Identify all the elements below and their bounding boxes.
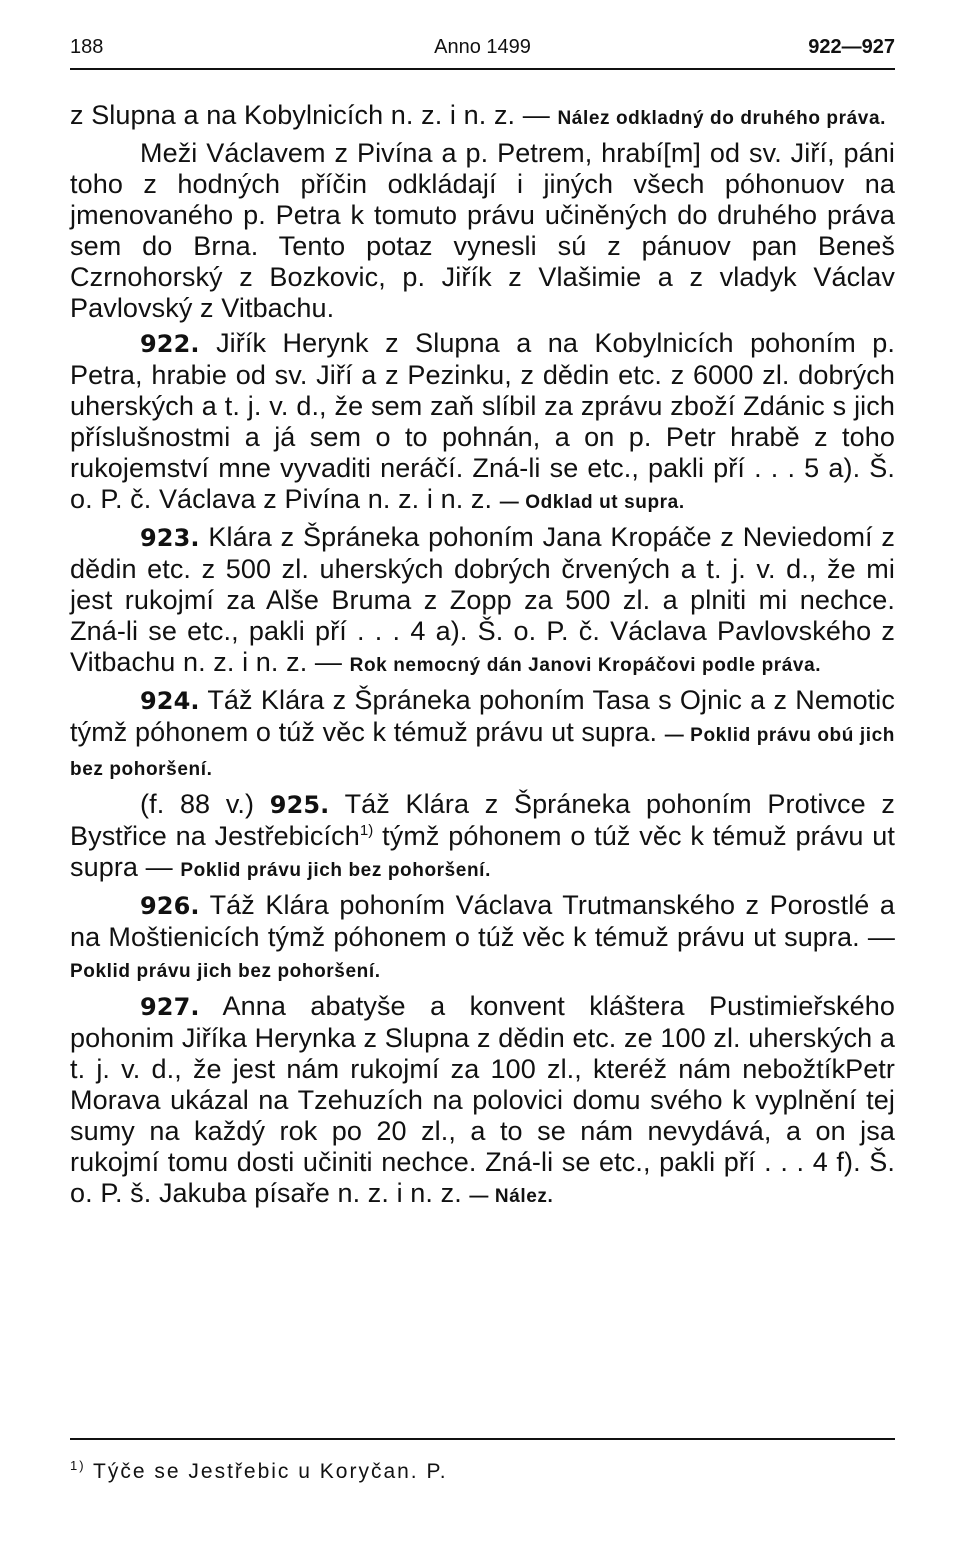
entry-number: 922. <box>140 330 200 358</box>
folio-reference: (f. 88 v.) <box>140 789 255 819</box>
entry-926 <box>70 890 895 987</box>
footnote <box>70 1460 448 1484</box>
ruling-note: — Poklid právu obú jich bez pohoršení. <box>70 725 895 780</box>
header-title: Anno 1499 <box>434 36 531 58</box>
entry-number: 927. <box>140 993 200 1021</box>
entry-text: Táž Klára z Špráneka pohoním Tasa s Ojnic a z Nemotic týmž póhonem o túž věc k témuž právu ut supra. <box>70 685 895 747</box>
entry-text: Jiřík Herynk z Slupna a na Kobylnicích pohoním p. Petra, hrabie od sv. Jiří a z Pezinku, z dědin etc. z 6000 zl. dobrých uherských a t. j. v. d., že sem zaň slíbil za zprávu zboží Zdánic s jich příslušnostmi a já sem o to pohnán, a on p. Petr hrabě z toho rukojemství mne vyvaditi neráčí. Zná-li se etc., pakli pří . . . 5 a). Š. o. P. č. Václava z Pivína n. z. i n. z. <box>70 328 895 514</box>
footnote-rule <box>70 1438 895 1440</box>
footnote-marker: 1) <box>359 822 374 839</box>
entry-number: 926. <box>140 892 200 920</box>
ruling-note: Poklid právu jich bez pohoršení. <box>180 860 491 881</box>
entry-number: 923. <box>140 524 200 552</box>
entry-925 <box>70 789 895 886</box>
ruling-note: — Odklad ut supra. <box>499 492 685 513</box>
entry-number: 925. <box>269 791 330 819</box>
paragraph-ruling <box>70 138 895 324</box>
header-rule <box>70 68 895 70</box>
entry-924 <box>70 685 895 785</box>
footnote-mark: 1) <box>70 1458 86 1473</box>
entry-text: Klára z Špráneka pohoním Jana Kropáče z Neviedomí z dědin etc. z 500 zl. uherských dobrých črvených a t. j. v. d., že mi jest rukojmí za Alše Bruma z Zopp za 500 zl. a plniti mi nechce. Zná-li se etc., pakli pří . . . 4 a). Š. o. P. č. Václava Pavlovského z Vitbachu n. z. i n. z. — <box>70 522 895 677</box>
body-text <box>70 100 895 1212</box>
entry-922 <box>70 328 895 518</box>
entry-number: 924. <box>140 687 200 715</box>
paragraph-continued <box>70 100 895 134</box>
paragraph-text: z Slupna a na Kobylnicích n. z. i n. z. — <box>70 100 550 130</box>
entry-text: týmž póhonem o túž věc k témuž právu ut supra — <box>70 821 896 882</box>
entry-923 <box>70 522 895 681</box>
entry-text: Táž Klára z Špráneka pohoním Protivce z Bystřice na Jestřebicích <box>70 789 895 851</box>
entry-927 <box>70 991 895 1212</box>
entry-text: Táž Klára pohoním Václava Trutmanského z Porostlé a na Moštienicích týmž póhonem o túž věc k témuž právu ut supra. — <box>70 890 895 952</box>
ruling-note: Rok nemocný dán Janovi Kropáčovi podle práva. <box>349 655 822 676</box>
paragraph-text: Meži Václavem z Pivína a p. Petrem, hrabí[m] od sv. Jiří, páni toho z hodných příčin odkládají i jiných všech póhonuov na jmenovaného p. Petra k tomuto právu učiněných do druhého práva sem do Brna. Tento potaz vynesli sú z pánuov pan Beneš Czrnohorský z Bozkovic, p. Jiřík z Vlašimie a z vladyk Václav Pavlovský z Vitbachu. <box>70 138 895 323</box>
ruling-note: Nález odkladný do druhého práva. <box>557 108 886 129</box>
ruling-note: — Nález. <box>469 1186 554 1207</box>
page-number: 188 <box>70 36 104 58</box>
running-header <box>70 36 895 66</box>
entry-range: 922—927 <box>808 36 895 58</box>
entry-text: Anna abatyše a konvent kláštera Pustimieřského pohonim Jiříka Herynka z Slupna z dědin etc. ze 100 zl. uherských a t. j. v. d., že jest nám rukojmí za 100 zl., kteréž nám nebožtíkPetr Morava ukázal na Tzehuzích na polovici domu svého k vyplnění tej sumy na každý rok po 20 zl., a to se nám nevydává, a on jsa rukojmí tomu dosti učiniti nechce. Zná-li se etc., pakli pří . . . 4 f). Š. o. P. š. Jakuba písaře n. z. i n. z. <box>70 991 895 1208</box>
footnote-text: Týče se Jestřebic u Koryčan. P. <box>93 1460 448 1483</box>
ruling-note: Poklid právu jich bez pohoršení. <box>70 961 381 982</box>
